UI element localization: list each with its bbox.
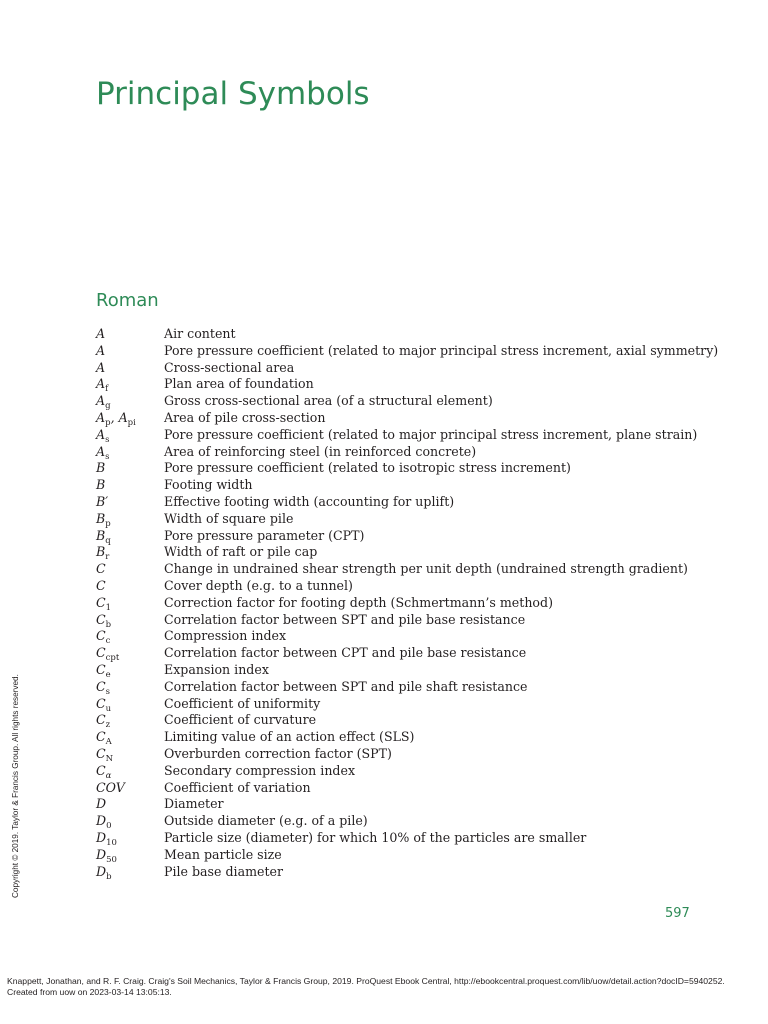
symbol-main: C (96, 762, 106, 778)
symbol (96, 326, 164, 343)
symbol-definition: Diameter (164, 796, 224, 812)
symbol-definition: Width of square pile (164, 510, 294, 526)
symbol-subscript: N (105, 753, 114, 764)
symbol-main: C (96, 695, 106, 711)
symbol-definition: Particle size (diameter) for which 10% of the particles are smaller (164, 829, 587, 845)
symbol-row (96, 645, 706, 662)
symbol-definition: Pile base diameter (164, 863, 284, 879)
symbol-main: B (96, 527, 106, 543)
symbol-subscript: 1 (105, 602, 112, 613)
symbol-definition: Area of reinforcing steel (in reinforced concrete) (164, 443, 477, 459)
symbol-row (96, 628, 706, 645)
symbol-subscript: p (105, 417, 111, 428)
symbol-row (96, 746, 706, 763)
symbol-definition: Cover depth (e.g. to a tunnel) (164, 577, 353, 593)
symbol-row (96, 780, 706, 797)
symbol (96, 864, 164, 883)
symbol-main: B (96, 460, 106, 476)
symbol-row (96, 444, 706, 461)
symbol-subscript: 50 (106, 854, 117, 865)
symbol-subscript: z (105, 720, 111, 731)
symbol-main: B′ (96, 493, 109, 509)
symbol-main: C (96, 729, 106, 745)
symbol-row (96, 729, 706, 746)
symbol-main: B (96, 510, 106, 526)
symbol-definition: Cross-sectional area (164, 359, 295, 375)
symbol-definition: Mean particle size (164, 846, 282, 862)
symbol-main: A (96, 326, 106, 341)
symbol-main: C (96, 645, 106, 661)
symbol-main: C (96, 745, 106, 761)
symbol-row (96, 796, 706, 813)
section-heading-roman: Roman (96, 290, 159, 311)
symbol-definition: Width of raft or pile cap (164, 544, 318, 560)
symbol-definition: Correction factor for footing depth (Schmertmann’s method) (164, 594, 553, 610)
symbol-main: C (96, 594, 106, 610)
symbol-definition: Pore pressure coefficient (related to isotropic stress increment) (164, 460, 571, 476)
symbol-subscript: b (106, 871, 112, 882)
symbol-row (96, 393, 706, 410)
symbol-main: D (96, 863, 107, 879)
symbol-main: D (96, 796, 107, 812)
citation-line: Knappett, Jonathan, and R. F. Craig. Craig's Soil Mechanics, Taylor & Francis Group, 2019. ProQuest Ebook Central, http://ebookcentral.proquest.com/lib/uow/detail.action?docID=5940252. (7, 976, 725, 986)
symbol-definition: Footing width (164, 477, 253, 493)
symbol (96, 796, 164, 813)
symbol-definition: Plan area of foundation (164, 376, 314, 392)
symbol-row (96, 595, 706, 612)
symbol-main: C (96, 577, 106, 593)
symbol-row (96, 360, 706, 377)
symbol-main: C (96, 611, 106, 627)
symbol-main: A (96, 342, 106, 358)
page-title: Principal Symbols (96, 76, 370, 112)
symbol-definition: Secondary compression index (164, 762, 356, 778)
symbol-list (96, 326, 719, 882)
symbol-row (96, 612, 706, 629)
symbol-definition: Compression index (164, 628, 287, 644)
symbol-subscript: s (105, 451, 110, 462)
symbol-definition: Outside diameter (e.g. of a pile) (164, 813, 368, 829)
symbol-row (96, 847, 706, 864)
symbol-definition: Change in undrained shear strength per unit depth (undrained strength gradient) (164, 561, 688, 577)
symbol-main: C (96, 678, 106, 694)
symbol-main: C (96, 661, 106, 677)
symbol-main: A (96, 359, 106, 375)
symbol-definition: Pore pressure parameter (CPT) (164, 527, 365, 543)
symbol-definition: Coefficient of variation (164, 779, 311, 795)
copyright-notice: Copyright © 2019. Taylor & Francis Group. All rights reserved. (11, 674, 20, 898)
symbol-row (96, 494, 706, 511)
symbol-row (96, 830, 706, 847)
symbol-main: C (96, 628, 106, 644)
symbol-definition: Effective footing width (accounting for uplift) (164, 493, 455, 509)
symbol (96, 477, 164, 494)
symbol-main: D (96, 829, 107, 845)
symbol (96, 460, 164, 477)
symbol-main: B (96, 477, 106, 493)
symbol-definition: Expansion index (164, 661, 269, 677)
symbol-extra-subscript: pi (127, 417, 136, 428)
symbol-definition: Area of pile cross-section (164, 409, 326, 425)
symbol-subscript: cpt (105, 653, 120, 664)
symbol-definition: Correlation factor between CPT and pile base resistance (164, 645, 527, 661)
symbol-main: A (96, 443, 106, 459)
symbol-subscript: α (105, 770, 112, 781)
symbol-row (96, 427, 706, 444)
symbol-row (96, 864, 706, 881)
symbol (96, 360, 164, 377)
symbol-main: A (96, 393, 106, 409)
symbol-main: B (96, 544, 106, 560)
symbol-row (96, 662, 706, 679)
symbol-definition: Correlation factor between SPT and pile base resistance (164, 611, 526, 627)
symbol-subscript: s (105, 686, 111, 697)
symbol-definition: Limiting value of an action effect (SLS) (164, 729, 415, 745)
symbol-subscript: f (105, 384, 109, 395)
symbol-subscript: A (105, 737, 112, 748)
symbol-subscript: q (105, 535, 111, 546)
symbol-subscript: b (105, 619, 112, 630)
symbol (96, 578, 164, 595)
symbol-row (96, 544, 706, 561)
symbol-definition: Pore pressure coefficient (related to major principal stress increment, plane strain) (164, 426, 698, 442)
symbol-row (96, 326, 706, 343)
symbol-subscript: r (105, 552, 110, 563)
symbol-definition: Air content (164, 326, 236, 341)
symbol-subscript: 0 (106, 821, 112, 832)
symbol-definition: Pore pressure coefficient (related to major principal stress increment, axial symmetry) (164, 342, 719, 358)
symbol-row (96, 679, 706, 696)
symbol-row (96, 578, 706, 595)
symbol-row (96, 561, 706, 578)
symbol-subscript: s (105, 434, 110, 445)
symbol (96, 343, 164, 360)
symbol-subscript: e (105, 669, 111, 680)
symbol-subscript: 10 (106, 837, 117, 848)
symbol-extra: , A (110, 409, 128, 425)
symbol-definition: Correlation factor between SPT and pile shaft resistance (164, 678, 528, 694)
symbol-main: COV (96, 779, 125, 795)
symbol-definition: Gross cross-sectional area (of a structural element) (164, 393, 493, 409)
symbol-definition: Coefficient of curvature (164, 712, 317, 728)
symbol-subscript: p (105, 518, 111, 529)
symbol-definition: Overburden correction factor (SPT) (164, 745, 392, 761)
symbol (96, 494, 164, 511)
symbol-main: A (96, 426, 106, 442)
symbol-row (96, 813, 706, 830)
symbol-row (96, 511, 706, 528)
symbol-definition: Coefficient of uniformity (164, 695, 321, 711)
page-number: 597 (665, 906, 690, 921)
symbol-row (96, 712, 706, 729)
symbol-row (96, 763, 706, 780)
symbol-row (96, 696, 706, 713)
symbol-main: C (96, 712, 106, 728)
symbol-main: A (96, 376, 106, 392)
symbol-row (96, 528, 706, 545)
created-line: Created from uow on 2023-03-14 13:05:13. (7, 986, 172, 997)
symbol-subscript: c (105, 636, 111, 647)
symbol-main: D (96, 813, 107, 829)
symbol-subscript: u (105, 703, 112, 714)
symbol-row (96, 410, 706, 427)
citation-footer (7, 976, 725, 997)
symbol-main: A (96, 409, 106, 425)
symbol-row (96, 342, 719, 360)
symbol-row (96, 460, 706, 477)
symbol-main: C (96, 561, 106, 577)
symbol-main: D (96, 846, 107, 862)
symbol (96, 780, 164, 797)
symbol-row (96, 477, 706, 494)
symbol (96, 561, 164, 578)
symbol-row (96, 376, 706, 393)
symbol-subscript: g (105, 401, 111, 412)
